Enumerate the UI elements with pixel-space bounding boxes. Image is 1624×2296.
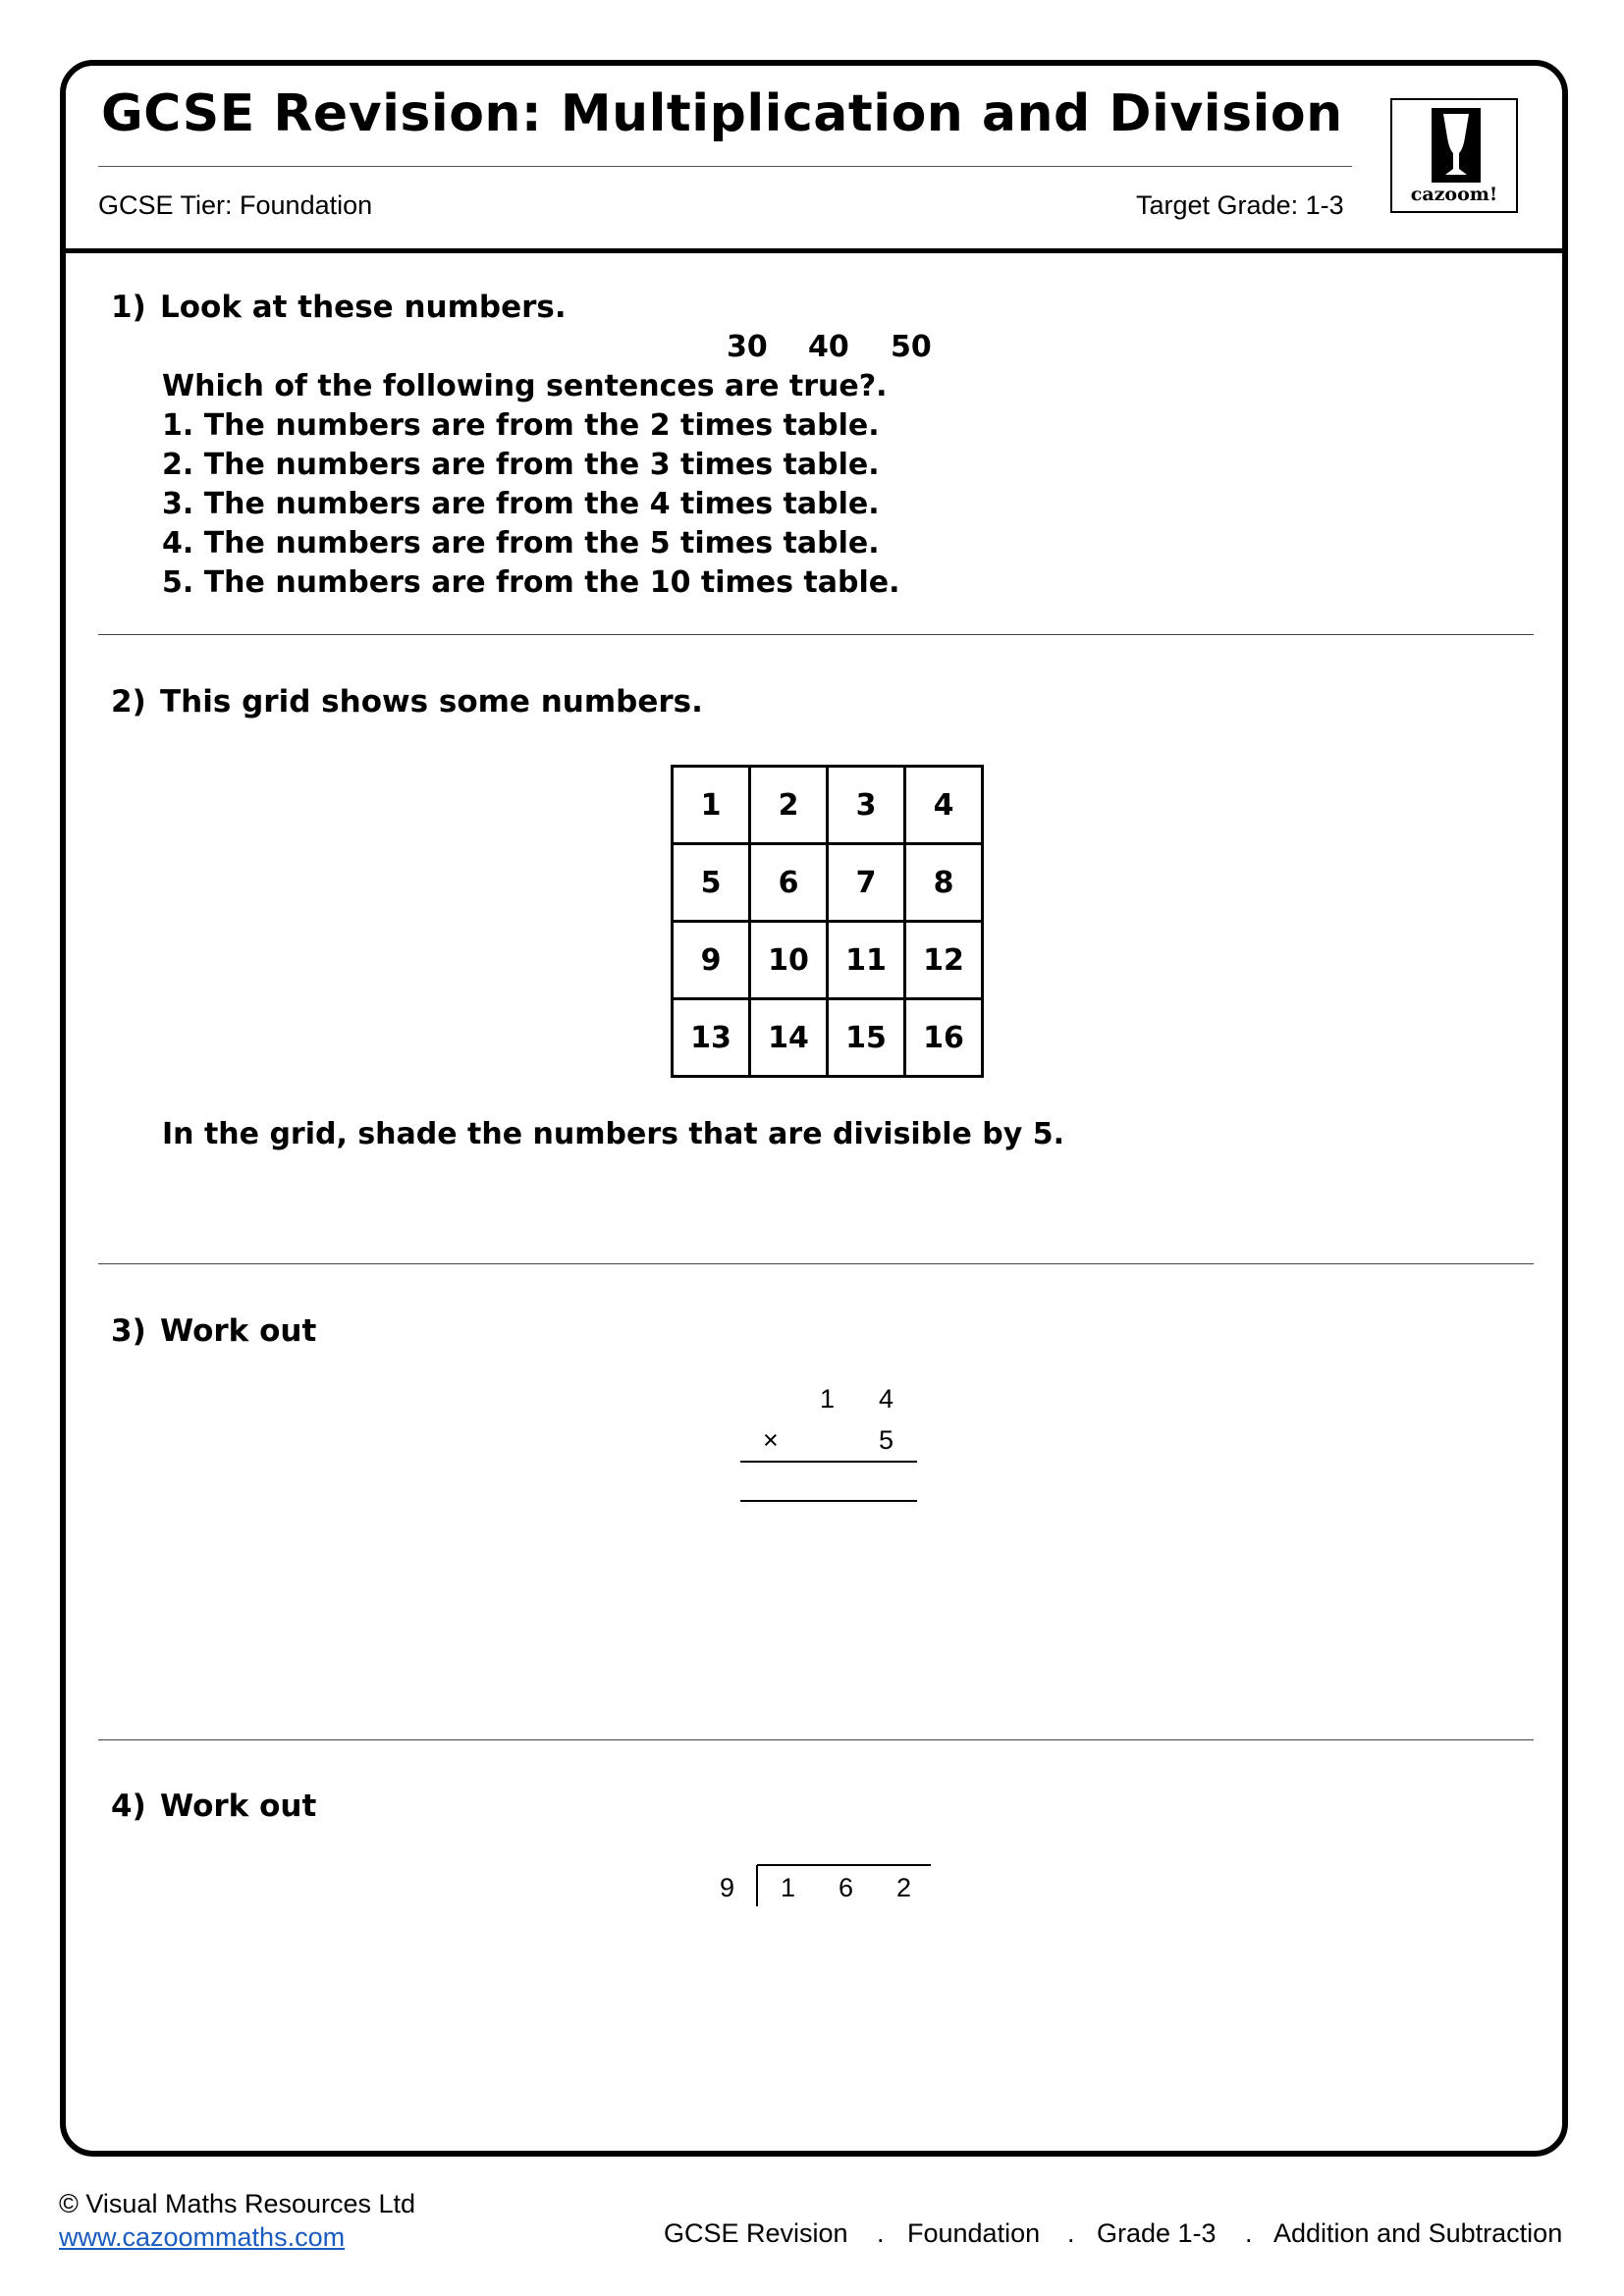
dividend-digit: 6	[839, 1873, 854, 1902]
multiplier-digit: 5	[879, 1425, 894, 1455]
cazoom-logo	[1390, 98, 1518, 213]
multiply-operator: ×	[763, 1425, 779, 1455]
header-divider	[60, 248, 1568, 253]
section-divider	[98, 634, 1534, 635]
grid-cell[interactable]: 4	[905, 767, 983, 844]
number-item: 40	[808, 330, 849, 364]
grid-cell[interactable]: 11	[828, 922, 905, 999]
question-prompt: This grid shows some numbers.	[160, 684, 703, 720]
footer-separator: .	[1245, 2218, 1253, 2248]
grid-cell[interactable]: 7	[828, 844, 905, 922]
page-title: GCSE Revision: Multiplication and Division	[101, 84, 1343, 143]
grid-cell[interactable]: 10	[750, 922, 828, 999]
question-prompt: Work out	[160, 1789, 317, 1824]
grid-cell[interactable]: 1	[673, 767, 750, 844]
number-grid	[671, 765, 984, 1078]
question-1-heading	[111, 290, 567, 325]
section-divider	[98, 1739, 1534, 1740]
question-number: 4)	[111, 1789, 146, 1824]
dividend-digit: 2	[896, 1873, 912, 1902]
question-3-heading	[111, 1313, 316, 1349]
question-number: 3)	[111, 1313, 146, 1349]
footer-separator: .	[1067, 2218, 1075, 2248]
number-item: 30	[727, 330, 768, 364]
question-2-instruction: In the grid, shade the numbers that are divisible by 5.	[162, 1117, 1065, 1151]
title-underline	[98, 166, 1352, 167]
grid-cell[interactable]: 6	[750, 844, 828, 922]
footer-item-topic: Addition and Subtraction	[1273, 2218, 1563, 2248]
grid-cell[interactable]: 16	[905, 999, 983, 1077]
question-number: 2)	[111, 684, 146, 720]
footer-item-foundation: Foundation	[907, 2218, 1041, 2248]
grid-cell[interactable]: 14	[750, 999, 828, 1077]
grid-row	[673, 922, 983, 999]
logo-wordmark: cazoom!	[1410, 184, 1498, 205]
multiplicand-digit: 4	[879, 1384, 894, 1414]
option-5: 5. The numbers are from the 10 times table.	[162, 565, 900, 600]
grid-row	[673, 844, 983, 922]
grid-cell[interactable]: 2	[750, 767, 828, 844]
grid-row	[673, 999, 983, 1077]
answer-rule	[740, 1500, 917, 1502]
section-divider	[98, 1263, 1534, 1264]
footer-separator: .	[877, 2218, 885, 2248]
grid-cell[interactable]: 9	[673, 922, 750, 999]
question-prompt: Work out	[160, 1313, 317, 1349]
option-4: 4. The numbers are from the 5 times table.	[162, 526, 880, 561]
option-2: 2. The numbers are from the 3 times table.	[162, 448, 880, 482]
grid-cell[interactable]: 12	[905, 922, 983, 999]
cazoom-goblet-icon	[1392, 100, 1520, 188]
grid-cell[interactable]: 15	[828, 999, 905, 1077]
number-item: 50	[891, 330, 932, 364]
footer-item-gcse-revision: GCSE Revision	[664, 2218, 848, 2248]
question-1-question: Which of the following sentences are true?.	[162, 369, 888, 403]
question-4-heading	[111, 1789, 316, 1824]
question-prompt: Look at these numbers.	[160, 290, 567, 325]
divisor: 9	[720, 1873, 735, 1902]
question-2-heading	[111, 684, 703, 720]
option-1: 1. The numbers are from the 2 times table.	[162, 408, 880, 443]
target-grade-label: Target Grade: 1-3	[1136, 190, 1344, 220]
footer-item-grade: Grade 1-3	[1097, 2218, 1217, 2248]
multiplicand-digit: 1	[820, 1384, 836, 1414]
grid-cell[interactable]: 8	[905, 844, 983, 922]
grid-cell[interactable]: 13	[673, 999, 750, 1077]
question-number: 1)	[111, 290, 146, 325]
dividend-digit: 1	[781, 1873, 796, 1902]
grid-cell[interactable]: 5	[673, 844, 750, 922]
calculation-rule	[740, 1461, 917, 1463]
grid-row	[673, 767, 983, 844]
grid-cell[interactable]: 3	[828, 767, 905, 844]
tier-label: GCSE Tier: Foundation	[98, 190, 373, 220]
option-3: 3. The numbers are from the 4 times table.	[162, 487, 880, 521]
website-link[interactable]: www.cazoommaths.com	[59, 2222, 346, 2252]
copyright-text: © Visual Maths Resources Ltd	[59, 2189, 416, 2218]
